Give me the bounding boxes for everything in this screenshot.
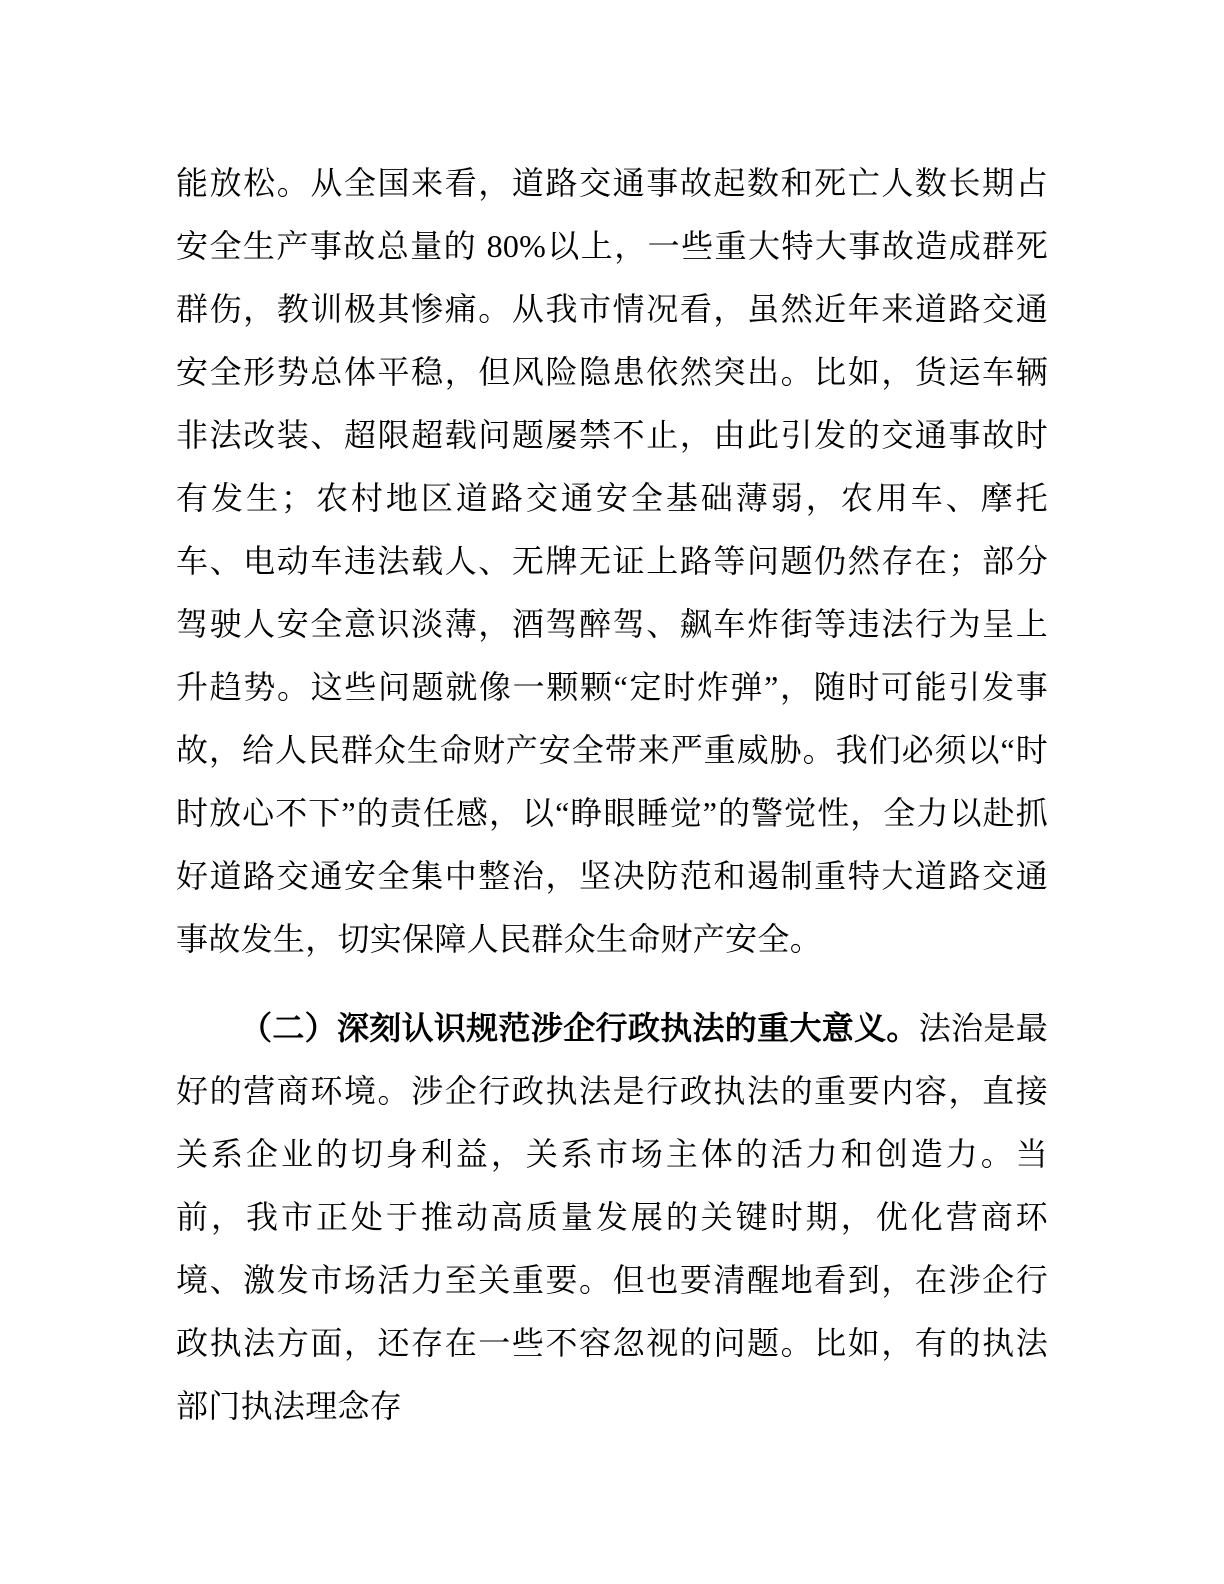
paragraph-traffic-safety: 能放松。从全国来看，道路交通事故起数和死亡人数长期占安全生产事故总量的 80%以上，一些重大特大事故造成群死群伤，教训极其惨痛。从我市情况看，虽然近年来道路交通安全形势总体平稳，但风险隐患依然突出。比如，货运车辆非法改装、超限超载问题屡禁不止，由此引发的交通事故时有发生；农村地区道路交通安全基础薄弱，农用车、摩托车、电动车违法载人、无牌无证上路等问题仍然存在；部分驾驶人安全意识淡薄，酒驾醉驾、飙车炸街等违法行为呈上升趋势。这些问题就像一颗颗“定时炸弹”，随时可能引发事故，给人民群众生命财产安全带来严重威胁。我们必须以“时时放心不下”的责任感，以“睁眼睡觉”的警觉性，全力以赴抓好道路交通安全集中整治，坚决防范和遏制重特大道路交通事故发生，切实保障人民群众生命财产安全。 <box>176 165 1048 957</box>
section-heading: （二）深刻认识规范涉企行政执法的重大意义。 <box>240 1010 919 1046</box>
paragraph-section-two <box>176 997 1048 1438</box>
section-body-text: 法治是最好的营商环境。涉企行政执法是行政执法的重要内容，直接关系企业的切身利益，关系市场主体的活力和创造力。当前，我市正处于推动高质量发展的关键时期，优化营商环境、激发市场活力至关重要。但也要清醒地看到，在涉企行政执法方面，还存在一些不容忽视的问题。比如，有的执法部门执法理念存 <box>176 1010 1048 1424</box>
